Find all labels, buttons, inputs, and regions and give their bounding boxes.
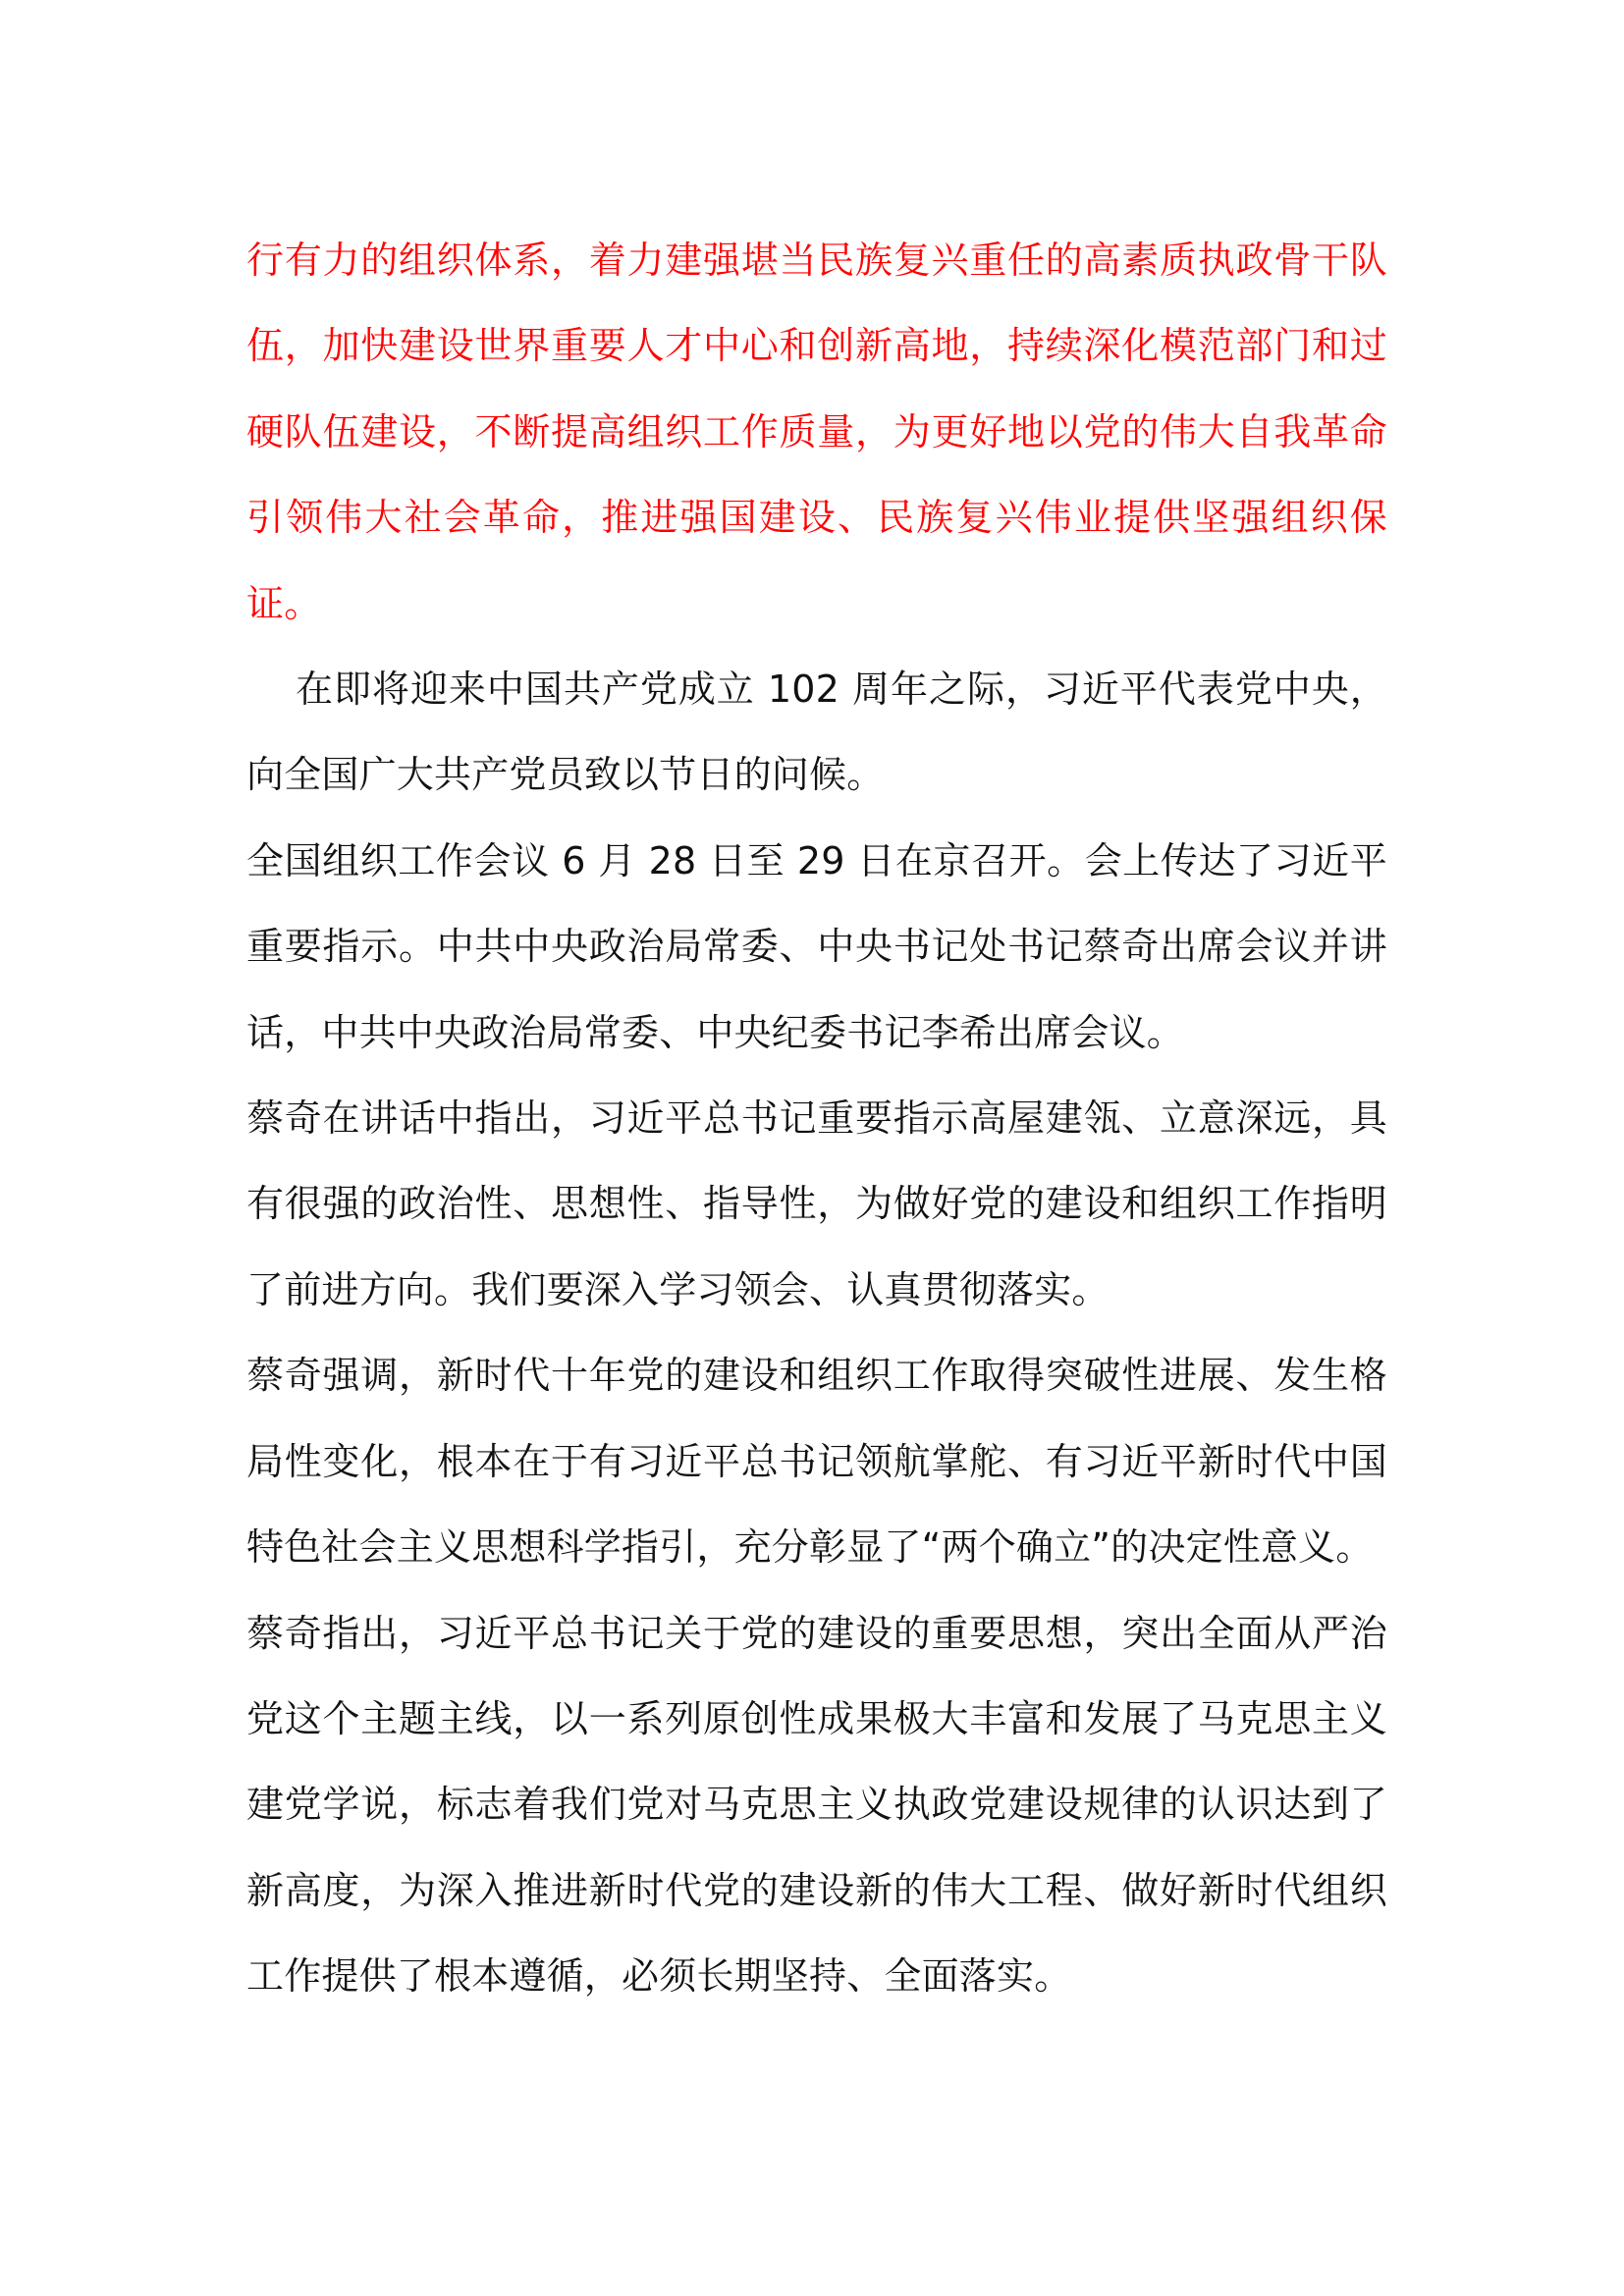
- paragraph-speech-point-3: 蔡奇指出，习近平总书记关于党的建设的重要思想，突出全面从严治党这个主题主线，以一系列原创性成果极大丰富和发展了马克思主义建党学说，标志着我们党对马克思主义执政党建设规律的认识达到了新高度，为深入推进新时代党的建设新的伟大工程、做好新时代组织工作提供了根本遵循，必须长期坚持、全面落实。: [246, 1611, 1387, 1999]
- paragraph-speech-point-2: 蔡奇强调，新时代十年党的建设和组织工作取得突破性进展、发生格局性变化，根本在于有习近平总书记领航掌舵、有习近平新时代中国特色社会主义思想科学指引，充分彰显了“两个确立”的决定性意义。: [246, 1354, 1387, 1570]
- document-body: [246, 218, 1387, 2020]
- paragraph-speech-point-1: 蔡奇在讲话中指出，习近平总书记重要指示高屋建瓴、立意深远，具有很强的政治性、思想性、指导性，为做好党的建设和组织工作指明了前进方向。我们要深入学习领会、认真贯彻落实。: [246, 1096, 1387, 1311]
- paragraph-greeting: 在即将迎来中国共产党成立 102 周年之际，习近平代表党中央，向全国广大共产党员致以节日的问候。: [246, 667, 1387, 797]
- paragraph-red-conclusion: 行有力的组织体系，着力建强堪当民族复兴重任的高素质执政骨干队伍，加快建设世界重要人才中心和创新高地，持续深化模范部门和过硬队伍建设，不断提高组织工作质量，为更好地以党的伟大自我革命引领伟大社会革命，推进强国建设、民族复兴伟业提供坚强组织保证。: [246, 239, 1387, 625]
- paragraph-meeting: 全国组织工作会议 6 月 28 日至 29 日在京召开。会上传达了习近平重要指示。中共中央政治局常委、中央书记处书记蔡奇出席会议并讲话，中共中央政治局常委、中央纪委书记李希出席会议。: [246, 838, 1387, 1054]
